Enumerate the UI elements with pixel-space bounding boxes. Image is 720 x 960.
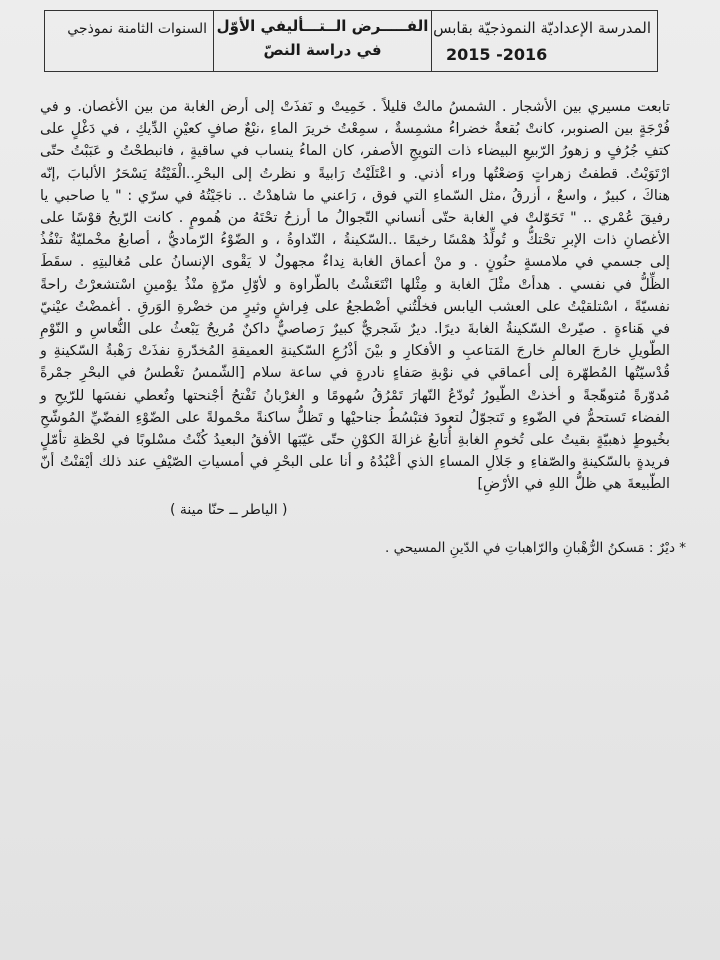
source-citation: ( الياطر ــ حنّا مينة ) xyxy=(170,502,288,518)
school-year: 2015 -2016 xyxy=(446,45,548,64)
header-exam-cell xyxy=(213,11,431,71)
class-level: السنوات الثامنة نموذجي xyxy=(67,21,207,37)
exam-title: الفـــــرض الــتـــأليفي الأوّل xyxy=(216,17,429,35)
reading-passage: تابعت مسيري بين الأشجار . الشمسُ مالتْ قليلاً . خَمِيتْ و نَفذَتْ إلى أرض الغابة من بين الأغصان. و في فُرْجَةٍ بين الصنوبر، كانتْ بُقعةٌ خضراءُ مشمِسةٌ ، سمِعْتُ خريرَ الماءِ ،نبْعٌ صافٍ كعيْنِ الدِّيكِ ، في دَغْلٍ على كتفِ جُرُفٍ و زهورُ الرّبيعِ البيضاء ذات التويجِ الأصفر، كان الماءُ ينساب في ساقيةٍ ، فانبطحْتُ و عَبَبْتُ حتّى ارْتَوَيْتُ. قطفتُ زهراتٍ وَضعْتُها وراء أذني. و اعْتَلَيْتُ رَابيةً و نظرتُ إلى البحْرِ..الْفَيْتُهُ يَسْحَرُ الألبابَ ,إنّه هناكَ ، كبيرٌ ، واسعٌ ، أزرقُ ،مثل السّماءِ التي فوق ، رَاعني ما شاهدْتُ .. ناجَيْتُهُ في سرّي : " يا صاحبي يا رفيقَ عُمْري .. " تَحَوّلتْ في الغابة حتّى أنساني التّجوالُ ما أرزحُ تحْتَهُ من هُمومٍ . كانت الرّيحُ قوْسًا على الأغصانِ ذات الإبرِ تحْتكُّ و تُولِّدُ همْسًا رخيمًا ..السّكينةُ ، النّداوةُ ، و الضّوْءُ الرّماديُّ ، أصابعُ مخْمليّةٌ تنْفُذُ إلى جسمي في ملامسةٍ حنُونٍ . و منْ أعماق الغابة نِداءٌ مجهولٌ لا يَقْوى الإنسانُ على مُغالبتِهِ . سقَطَ الظِّلُّ في نفسي . هدأتْ مثْلَ الغابة و مِثْلها انْتَعَشْتُ بالطّراوة و لأوّلِ مرّةٍ منْذُ يوْمينِ اسْتشعرْتُ راحةً نفسيّةً ، اسْتلقيْتُ على العشب اليابس فخلْتُني أضْطجعُ على فِراشٍ وثيرٍ من خضْرةِ الوَرقِ . أغمضْتُ عيْنيّ في هَناءةٍ . صيّرتْ السّكينةُ الغابةَ ديرًا. ديرٌ شَجريٌّ كبيرٌ رَصاصيٌّ داكنٌ مُريحٌ يَبْعثُ على النُّعاسِ و النّوْمِ الطّويلِ خارجَ العالمِ خارجَ المَتاعبِ و الأفكارِ و بيْنَ أذْرُعِ السّكينةِ العميقةِ المُخدّرةِ نفذَتْ رَهْبةُ السّكينةِ و قُدْسيّتُها المُطهّرة إلى أعماقي في نوْبةِ صَفاءٍ نادرةٍ في ساعة سلام [الشّمسُ تغْطسُ في البحْرِ جمْرةً مُدوّرةً مُتوهّجةً و أخذتْ الطّيورُ تُودّعُ النّهارَ تَمْرُقُ سُهومًا و الغرْبانُ تَفْتحُ أجْنحتها وتُعطي نفسَها للرّيحِ و الفضاء تَستحمُّ في الضّوءِ و تَتجوّلُ لتعودَ فتبْسُطُ جناحيْها و تَظلُّ ساكنةً محْمولةً على الضّوْءِ الفضّيِّ المُوشّحِ بخُيوطٍ ذهبيّةٍ بقيتُ على تُخومِ الغابةِ أُتابعُ غزالةَ الكوْنِ حتّى غيّبَها الأفقُ البعيدُ كُنْتُ مسْلوبًا في لحْظةِ تأمّلٍ فريدةٍ بالسّكينةِ والصّفاءِ و جَلالِ المساءِ الذي أعْبُدُهُ و أنا على البحْرِ في أمسياتِ الصّيْفِ عند ذلك أيْقنْتُ أنّ الطّبيعةَ هي ظلُّ اللهِ في الأرْضِ] xyxy=(40,99,670,493)
exam-header xyxy=(44,10,658,72)
exam-subject: في دراسة النصّ xyxy=(263,41,382,59)
header-level-cell xyxy=(45,11,213,71)
footnote: * ديْرٌ : مَسكنُ الرُّهْبانِ والرّاهباتِ في الدّينِ المسيحي . xyxy=(384,540,686,556)
school-name: المدرسة الإعداديّة النموذجيّة بقابس xyxy=(433,19,651,37)
header-school-cell xyxy=(431,11,657,71)
